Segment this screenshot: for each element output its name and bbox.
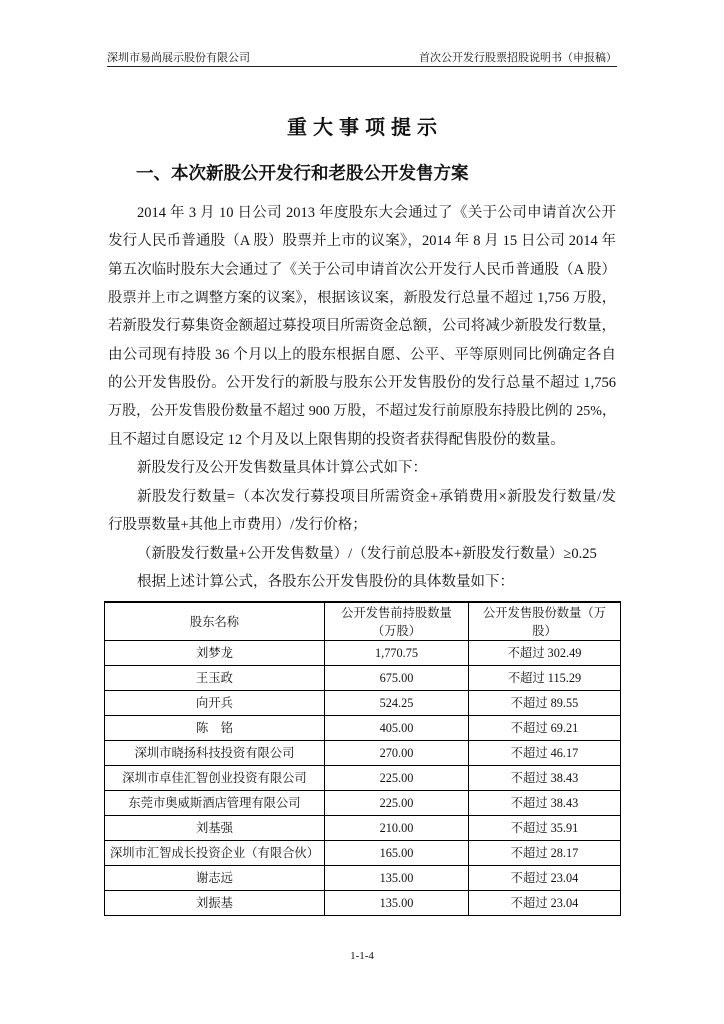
shareholder-table (104, 601, 621, 916)
cell-before: 1,770.75 (325, 641, 469, 666)
cell-offered: 不超过 38.43 (469, 791, 621, 816)
table-row (105, 741, 621, 766)
cell-offered: 不超过 35.91 (469, 816, 621, 841)
text-line: 若新股发行募集资金额超过募投项目所需资金总额，公司将减少新股发行数量， (108, 318, 616, 335)
cell-name: 刘振基 (105, 891, 325, 916)
cell-before: 165.00 (325, 841, 469, 866)
cell-before: 270.00 (325, 741, 469, 766)
paragraph-1 (108, 199, 616, 455)
cell-offered: 不超过 28.17 (469, 841, 621, 866)
cell-before: 135.00 (325, 866, 469, 891)
cell-name: 东莞市奥威斯酒店管理有限公司 (105, 791, 325, 816)
cell-before: 675.00 (325, 666, 469, 691)
running-header (107, 51, 617, 65)
cell-offered: 不超过 69.21 (469, 716, 621, 741)
table-row (105, 866, 621, 891)
text-line: 第五次临时股东大会通过了《关于公司申请首次公开发行人民币普通股（A 股） (108, 261, 616, 278)
paragraph-4 (108, 568, 616, 596)
cell-offered: 不超过 302.49 (469, 641, 621, 666)
cell-name: 谢志远 (105, 866, 325, 891)
paragraph-2 (108, 454, 616, 482)
cell-before: 210.00 (325, 816, 469, 841)
text-line: 新股发行及公开发售数量具体计算公式如下： (137, 460, 427, 477)
header-doc-title: 首次公开发行股票招股说明书（申报稿） (419, 52, 617, 64)
cell-offered: 不超过 38.43 (469, 766, 621, 791)
cell-name: 王玉政 (105, 666, 325, 691)
table-row (105, 841, 621, 866)
cell-offered: 不超过 115.29 (469, 666, 621, 691)
col-header-offered: 公开发售股份数量（万股） (469, 602, 621, 641)
cell-name: 深圳市汇智成长投资企业（有限合伙） (105, 841, 325, 866)
table-header-row (105, 602, 621, 641)
body-text (108, 199, 616, 597)
table-row (105, 691, 621, 716)
formula-line: （新股发行数量+公开发售数量）/（发行前总股本+新股发行数量）≥0.25 (137, 545, 597, 562)
text-line: 2014 年 3 月 10 日公司 2013 年度股东大会通过了《关于公司申请首次公开 (137, 204, 616, 221)
text-line: 行股票数量+其他上市费用）/发行价格； (108, 517, 367, 534)
page-number: 1-1-4 (350, 950, 374, 962)
cell-before: 405.00 (325, 716, 469, 741)
cell-offered: 不超过 89.55 (469, 691, 621, 716)
col-header-name: 股东名称 (105, 602, 325, 641)
table-row (105, 891, 621, 916)
cell-name: 陈 铭 (105, 716, 325, 741)
cell-name: 向开兵 (105, 691, 325, 716)
table-row (105, 791, 621, 816)
cell-before: 225.00 (325, 791, 469, 816)
text-line: 的公开发售股份。公开发行的新股与股东公开发售股份的发行总量不超过 1,756 (108, 375, 616, 392)
text-line: 新股发行数量=（本次发行募投项目所需资金+承销费用×新股发行数量/发 (137, 488, 616, 505)
table-row (105, 666, 621, 691)
header-company: 深圳市易尚展示股份有限公司 (107, 52, 250, 64)
cell-name: 深圳市晓扬科技投资有限公司 (105, 741, 325, 766)
text-line: 由公司现有持股 36 个月以上的股东根据自愿、公平、平等原则同比例确定各自 (108, 346, 616, 363)
table-row (105, 816, 621, 841)
page-title: 重大事项提示 (287, 117, 443, 139)
formula (108, 540, 616, 568)
text-line: 股票并上市之调整方案的议案》，根据该议案，新股发行总量不超过 1,756 万股， (108, 290, 616, 307)
header-rule (107, 66, 617, 67)
cell-offered: 不超过 23.04 (469, 866, 621, 891)
text-line: 发行人民币普通股（A 股）股票并上市的议案》，2014 年 8 月 15 日公司 2014 年 (108, 233, 616, 250)
text-line: 根据上述计算公式，各股东公开发售股份的具体数量如下： (137, 574, 514, 591)
cell-before: 225.00 (325, 766, 469, 791)
cell-name: 刘基强 (105, 816, 325, 841)
text-line: 万股，公开发售股份数量不超过 900 万股，不超过发行前原股东持股比例的 25%， (108, 403, 616, 419)
paragraph-3 (108, 483, 616, 540)
table-row (105, 641, 621, 666)
cell-before: 135.00 (325, 891, 469, 916)
text-line: 且不超过自愿设定 12 个月及以上限售期的投资者获得配售股份的数量。 (108, 432, 565, 449)
cell-offered: 不超过 23.04 (469, 891, 621, 916)
cell-name: 刘梦龙 (105, 641, 325, 666)
cell-before: 524.25 (325, 691, 469, 716)
section-heading: 一、本次新股公开发行和老股公开发售方案 (136, 163, 469, 183)
table-row (105, 716, 621, 741)
cell-name: 深圳市卓佳汇智创业投资有限公司 (105, 766, 325, 791)
cell-offered: 不超过 46.17 (469, 741, 621, 766)
table-row (105, 766, 621, 791)
col-header-before: 公开发售前持股数量（万股） (325, 602, 469, 641)
